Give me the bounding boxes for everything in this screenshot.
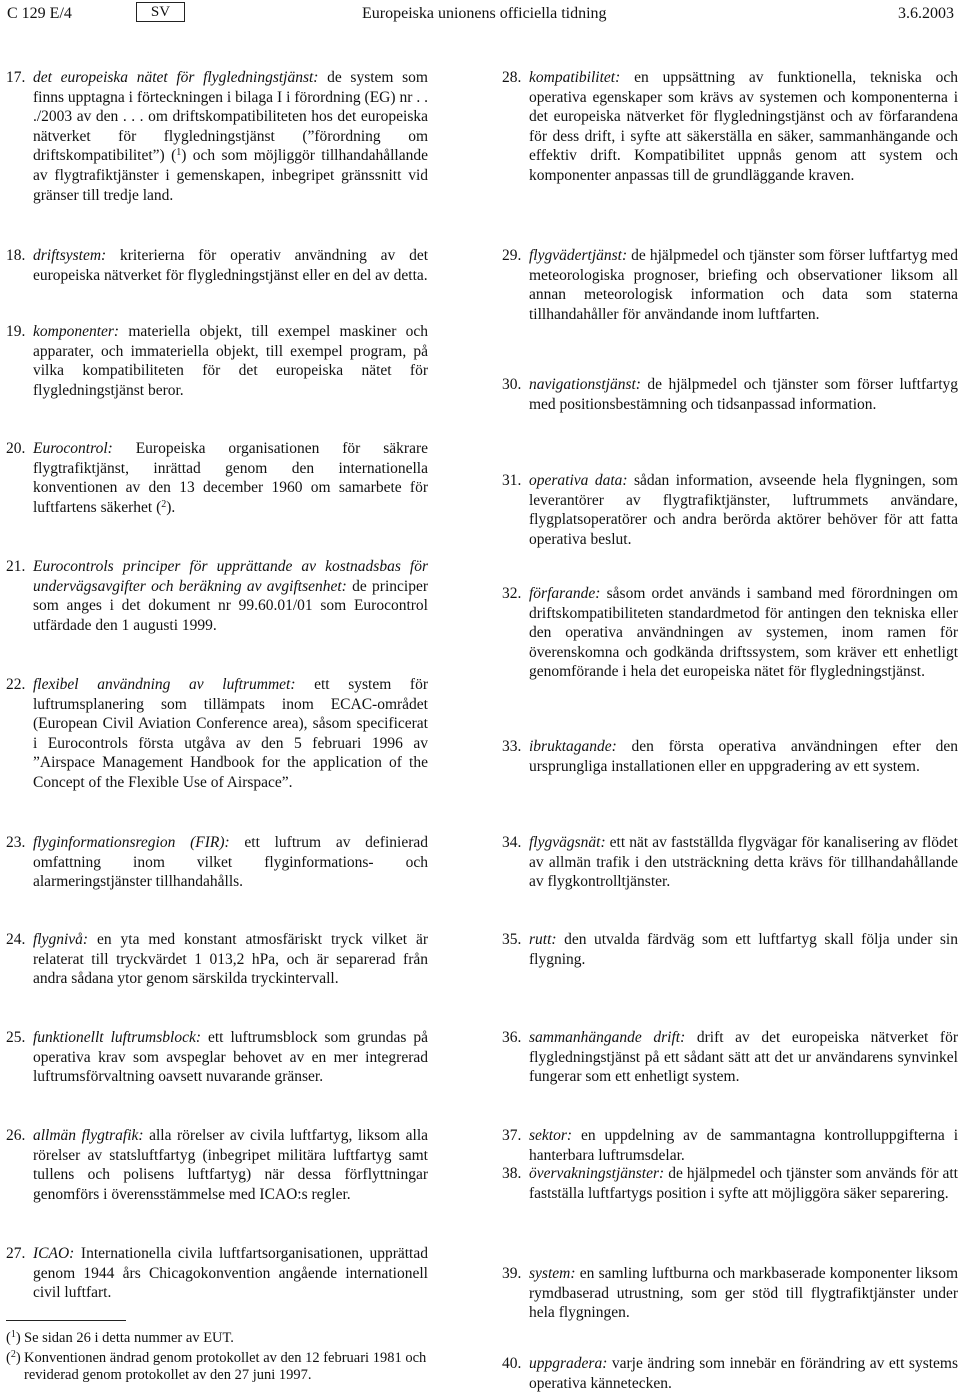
definition-body: [6, 833, 428, 892]
definition-text: ett system för luftrumsplanering som tillämpats inom ECAC-området (European Civil Aviation Conference area), såsom specificerat i Eurocontrols första utgåva av den 5 februari 1996 av ”Airspace Management Handbook for the application of the Concept of the Flexible Use of Airspace”.: [33, 676, 428, 791]
definition-item: [502, 1028, 958, 1087]
page-header: [0, 0, 960, 40]
footnote-divider: [6, 1320, 126, 1321]
definition-text: den första operativa användningen efter den ursprungliga installationen eller en uppgradering av ett system.: [529, 738, 958, 775]
definition-term: funktionellt luftrumsblock:: [33, 1029, 201, 1046]
definition-number: 27.: [6, 1245, 26, 1262]
definition-term: ibruktagande:: [529, 738, 617, 755]
definition-body: [502, 833, 958, 892]
definition-body: [6, 1028, 428, 1087]
definition-number: 17.: [6, 69, 26, 86]
definition-number: 21.: [6, 558, 26, 575]
definition-number: 25.: [6, 1029, 26, 1046]
definition-text: drift av det europeiska nätverket för flygledningstjänst på ett sådant sätt att det ur användarens synvinkel fungerar som ett enhetligt system.: [529, 1029, 958, 1086]
footnote-item: [6, 1350, 458, 1384]
definition-term: uppgradera:: [529, 1355, 608, 1372]
definition-text: den utvalda färdväg som ett luftfartyg skall följa under sin flygning.: [529, 931, 958, 968]
definition-item: [6, 1126, 428, 1204]
definition-body: [502, 1028, 958, 1087]
definition-item: [6, 68, 428, 205]
definition-body: [502, 1164, 958, 1203]
definition-item: [502, 68, 958, 186]
definition-term: Eurocontrols principer för upprättande av kostnadsbas för undervägsavgifter och beräkning av avgiftsenhet:: [33, 558, 428, 595]
definition-body: [6, 930, 428, 989]
definition-term: flyginformationsregion (FIR):: [33, 834, 230, 851]
definition-text: materiella objekt, till exempel maskiner och apparater, och immateriella objekt, till exempel program, på vilka kompatibiliteten för det europeiska nätet för flygledningstjänst beror.: [33, 323, 428, 399]
definition-number: 33.: [502, 738, 522, 755]
definition-term: flygnivå:: [33, 931, 89, 948]
definition-body: [502, 930, 958, 969]
definition-text: en uppsättning av funktionella, tekniska och operativa egenskaper som krävs av systemen och komponenterna i det europeiska nätverket för flygledningstjänst och av förfarandena för dess drift, i syfte att säkerställa en säker, sammanhängande och effektiv drift. Kompatibilitet uppnås genom att system och komponenter anpassas till de grundläggande kraven.: [529, 69, 958, 184]
definition-number: 31.: [502, 472, 522, 489]
definition-body: [502, 584, 958, 682]
definition-term: ICAO:: [33, 1245, 75, 1262]
definition-item: [502, 833, 958, 892]
definition-text: alla rörelser av civila luftfartyg, liksom alla rörelser av statsluftfartyg (inbegripet militära luftfartyg samt tullens och polisens luftfartyg) när dessa förflyttningar genomförs i överensstämmelse med ICAO:s regler.: [33, 1127, 429, 1203]
definition-text: en yta med konstant atmosfäriskt tryck vilket är relaterat till tryckvärdet 1 013,2 hPa, och är separerad från andra sådana ytor genom särskilda tryckintervall.: [33, 931, 428, 988]
definition-number: 35.: [502, 931, 522, 948]
footnote-text: Se sidan 26 i detta nummer av EUT.: [24, 1330, 234, 1346]
language-badge: SV: [136, 2, 185, 22]
definition-item: [502, 1126, 958, 1165]
definition-item: [6, 833, 428, 892]
definition-text-continued: ).: [166, 498, 176, 516]
definition-item: [502, 246, 958, 324]
definition-item: [502, 471, 958, 549]
footnote-number: ($^1$): [6, 1329, 21, 1346]
definition-body: [502, 1126, 958, 1165]
definition-text-continued: ) och som möjliggör tillhandahållande av flygtrafiktjänster i gemenskapen, inbegripet gränssnitt vid gränser till tredje land.: [33, 147, 428, 204]
definition-body: [6, 322, 428, 400]
definition-term: kompatibilitet:: [529, 69, 621, 86]
definition-term: förfarande:: [529, 585, 601, 602]
definition-text: kriterierna för operativ användning av det europeiska nätverket för flygledningstjänst eller en del av detta.: [33, 247, 428, 284]
definition-item: [502, 584, 958, 682]
definition-term: flygvädertjänst:: [529, 247, 628, 264]
definition-number: 26.: [6, 1127, 26, 1144]
definition-term: övervakningstjänster:: [529, 1165, 665, 1182]
definition-term: Eurocontrol:: [33, 440, 113, 457]
definition-text: ett luftrum av definierad omfattning inom vilket flyginformations- och alarmeringstjänster tillhandahålls.: [33, 834, 428, 891]
definition-item: [502, 375, 958, 414]
definition-number: 40.: [502, 1355, 522, 1372]
definition-number: 28.: [502, 69, 522, 86]
definition-body: [6, 557, 428, 635]
definition-term: system:: [529, 1265, 576, 1282]
definition-number: 23.: [6, 834, 26, 851]
definition-body: [502, 471, 958, 549]
definition-item: [6, 246, 428, 285]
footnote-text: Konventionen ändrad genom protokollet av den 12 februari 1981 och reviderad genom protokollet av den 27 juni 1997.: [24, 1350, 427, 1383]
definition-body: [502, 68, 958, 186]
definition-number: 34.: [502, 834, 522, 851]
definition-text: Internationella civila luftfartsorganisationen, upprättad genom 1944 års Chicagokonvention angående internationell civil luftfart.: [33, 1245, 428, 1302]
definition-item: [6, 930, 428, 989]
footnote-reference[interactable]: 2: [161, 498, 167, 510]
definition-term: sammanhängande drift:: [529, 1029, 686, 1046]
definition-term: komponenter:: [33, 323, 120, 340]
definition-item: [6, 675, 428, 793]
definition-term: det europeiska nätet för flygledningstjänst:: [33, 69, 319, 86]
definition-body: [502, 1354, 958, 1393]
definition-item: [6, 439, 428, 517]
footnote-number-value: 2: [10, 1349, 16, 1360]
definition-text: Europeiska organisationen för säkrare flygtrafiktjänst, inrättad genom den internationella konventionen av den 13 december 1960 om samarbete för luftfartens säkerhet (: [33, 440, 428, 516]
definition-item: [6, 557, 428, 635]
definition-text: ett luftrumsblock som grundas på operativa krav som avspeglar behovet av en mer integrerad luftrumsförvaltning oavsett nuvarande gränser.: [33, 1029, 428, 1086]
definition-text: sådan information, avseende hela flygningen, som leverantörer av flygtrafiktjänster, luftrummets användare, flygplatsoperatörer och andra berörda aktörer behöver för att fatta operativa beslut.: [529, 472, 958, 548]
definition-number: 37.: [502, 1127, 522, 1144]
definition-number: 36.: [502, 1029, 522, 1046]
footnote-reference[interactable]: 1: [176, 147, 182, 159]
definition-text: en samling luftburna och markbaserade komponenter liksom rymdbaserad utrustning, som ger stöd till flygtrafiktjänster under hela flygningen.: [529, 1265, 958, 1322]
definition-term: allmän flygtrafik:: [33, 1127, 144, 1144]
definition-term: operativa data:: [529, 472, 628, 489]
definition-body: [502, 1264, 958, 1323]
definition-term: navigationstjänst:: [529, 376, 641, 393]
definition-item: [6, 1028, 428, 1087]
definition-number: 29.: [502, 247, 522, 264]
definition-number: 39.: [502, 1265, 522, 1282]
definition-number: 32.: [502, 585, 522, 602]
definition-number: 19.: [6, 323, 26, 340]
definition-body: [502, 375, 958, 414]
definition-body: [6, 1126, 428, 1204]
definition-text: såsom ordet används i samband med förordningen om driftskompatibiliteten standardmetod för antingen den tekniska eller den operativa användningen av systemen, inom ramen för överenskomna och godkända driftssystem, som kräver ett enhetligt genomförande i hela det europeiska nätet för flygledningstjänst.: [529, 585, 958, 681]
definition-item: [6, 322, 428, 400]
definition-text: de hjälpmedel och tjänster som förser luftfartyg med positionsbestämning och tidsanpassad information.: [529, 376, 958, 413]
definition-text: de system som finns upptagna i förteckningen i bilaga I i förordning (EG) nr . . ./2003 av den . . . om driftskompatibiliteten hos det europeiska nätverket för flygledningstjänst (”förordning om driftskompatibilitet”) (: [33, 69, 428, 165]
definition-body: [6, 246, 428, 285]
definition-body: [6, 1244, 428, 1303]
definition-text: ett nät av fastställda flygvägar för kanalisering av flödet av allmän trafik i den utsträckning detta krävs för tillhandahållande av flygkontrolltjänster.: [529, 834, 958, 891]
definition-number: 20.: [6, 440, 26, 457]
footnote-number-value: 1: [10, 1329, 16, 1340]
definition-term: sektor:: [529, 1127, 573, 1144]
definition-text: de principer som anges i det dokument nr 99.60.01/01 som Eurocontrol utfärdade den 1 augusti 1999.: [33, 577, 429, 634]
definition-item: [6, 1244, 428, 1303]
definition-item: [502, 1264, 958, 1323]
definition-body: [6, 68, 428, 205]
definition-item: [502, 1164, 958, 1203]
definition-number: 30.: [502, 376, 522, 393]
definition-item: [502, 737, 958, 776]
definition-text: de hjälpmedel och tjänster som används för att fastställa luftfartygs position i syfte att möjliggöra säker separering.: [529, 1165, 958, 1202]
definition-text: varje ändring som innebär en förändring av ett systems operativa kännetecken.: [529, 1355, 958, 1392]
definition-term: flexibel användning av luftrummet:: [33, 676, 296, 693]
footnote-number: ($^2$): [6, 1349, 21, 1366]
definition-number: 24.: [6, 931, 26, 948]
page-reference: C 129 E/4: [7, 5, 72, 22]
definition-term: flygvägsnät:: [529, 834, 606, 851]
definition-body: [6, 675, 428, 793]
definition-number: 18.: [6, 247, 26, 264]
definition-item: [502, 930, 958, 969]
definition-number: 38.: [502, 1165, 522, 1182]
definition-text: de hjälpmedel och tjänster som förser luftfartyg med meteorologiska prognoser, briefing och observationer liksom all annan meteorologisk information och data som staterna tillhandahåller för användande inom luftfarten.: [529, 247, 958, 323]
definition-number: 22.: [6, 676, 26, 693]
footnote-item: [6, 1330, 458, 1347]
definition-body: [502, 737, 958, 776]
publication-date: 3.6.2003: [898, 5, 954, 22]
definition-term: rutt:: [529, 931, 557, 948]
definition-term: driftsystem:: [33, 247, 107, 264]
journal-title: Europeiska unionens officiella tidning: [362, 5, 607, 22]
definition-body: [502, 246, 958, 324]
definition-item: [502, 1354, 958, 1393]
definition-text: en uppdelning av de sammantagna kontrolluppgifterna i hanterbara luftrumsdelar.: [529, 1127, 958, 1164]
definition-body: [6, 439, 428, 517]
